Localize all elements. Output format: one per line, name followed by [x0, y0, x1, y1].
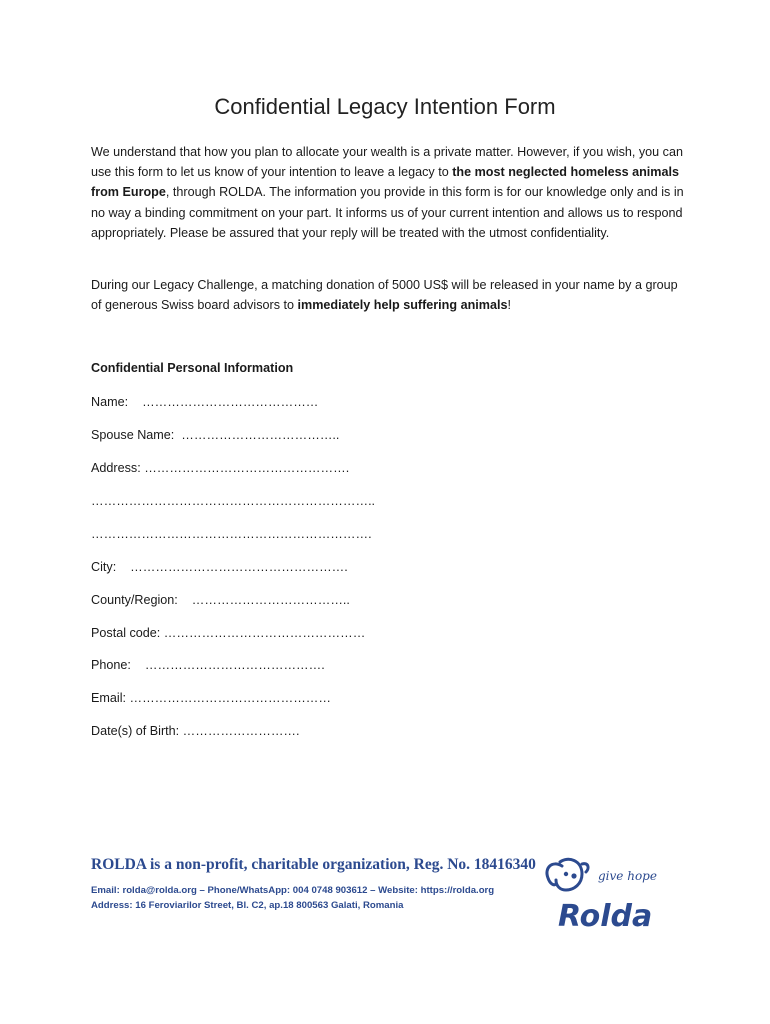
- name-field[interactable]: Name: ……………………………………: [91, 395, 319, 409]
- logo-tagline: give hope: [598, 869, 657, 883]
- challenge-bold-text: immediately help suffering animals: [297, 298, 508, 313]
- challenge-text: During our Legacy Challenge, a matching donation of 5000 US$ will be released in your name by a group of generous Swiss board advisors to: [91, 278, 678, 313]
- date-of-birth-field[interactable]: Date(s) of Birth: ……………………….: [91, 724, 300, 738]
- footer-address: Address: 16 Feroviarilor Street, Bl. C2, ap.18 800563 Galati, Romania: [91, 900, 404, 911]
- address-line3-field[interactable]: ………………………………………………………….: [91, 527, 372, 541]
- logo-name: Rolda: [558, 899, 653, 934]
- footer-org-line: ROLDA is a non-profit, charitable organization, Reg. No. 18416340: [91, 856, 536, 873]
- phone-field[interactable]: Phone: …………………………………….: [91, 658, 325, 672]
- challenge-paragraph: [91, 275, 691, 315]
- intro-paragraph: [91, 142, 691, 243]
- intro-bold-text: the most neglected homeless animals from Europe: [91, 165, 679, 200]
- spouse-name-field[interactable]: Spouse Name: ………………………………..: [91, 428, 340, 442]
- intro-text: We understand that how you plan to allocate your wealth is a private matter. However, if you wish, you can use this form to let us know of your intention to leave a legacy to: [91, 145, 683, 180]
- postal-code-field[interactable]: Postal code: …………………………………………: [91, 626, 366, 640]
- county-region-field[interactable]: County/Region: ………………………………..: [91, 593, 350, 607]
- dog-icon: [547, 859, 588, 890]
- page-title: Confidential Legacy Intention Form: [214, 94, 556, 119]
- challenge-text-end: !: [507, 298, 511, 313]
- footer-contact: Email: rolda@rolda.org – Phone/WhatsApp: 004 0748 903612 – Website: https://rolda.org: [91, 885, 495, 896]
- city-field[interactable]: City: …………………………………………….: [91, 560, 348, 574]
- intro-text-end: , through ROLDA. The information you provide in this form is for our knowledge only and is in no way a binding commitment on your part. It informs us of your current intention and allows us to respond appropriately. Please be assured that your reply will be treated with the utmost confidentiality.: [91, 185, 684, 240]
- rolda-logo: [540, 852, 660, 934]
- address-field[interactable]: Address: ………………………………………….: [91, 461, 350, 475]
- address-line2-field[interactable]: …………………………………………………………..: [91, 494, 376, 508]
- email-field[interactable]: Email: …………………………………………: [91, 691, 331, 705]
- section-heading: Confidential Personal Information: [91, 361, 294, 375]
